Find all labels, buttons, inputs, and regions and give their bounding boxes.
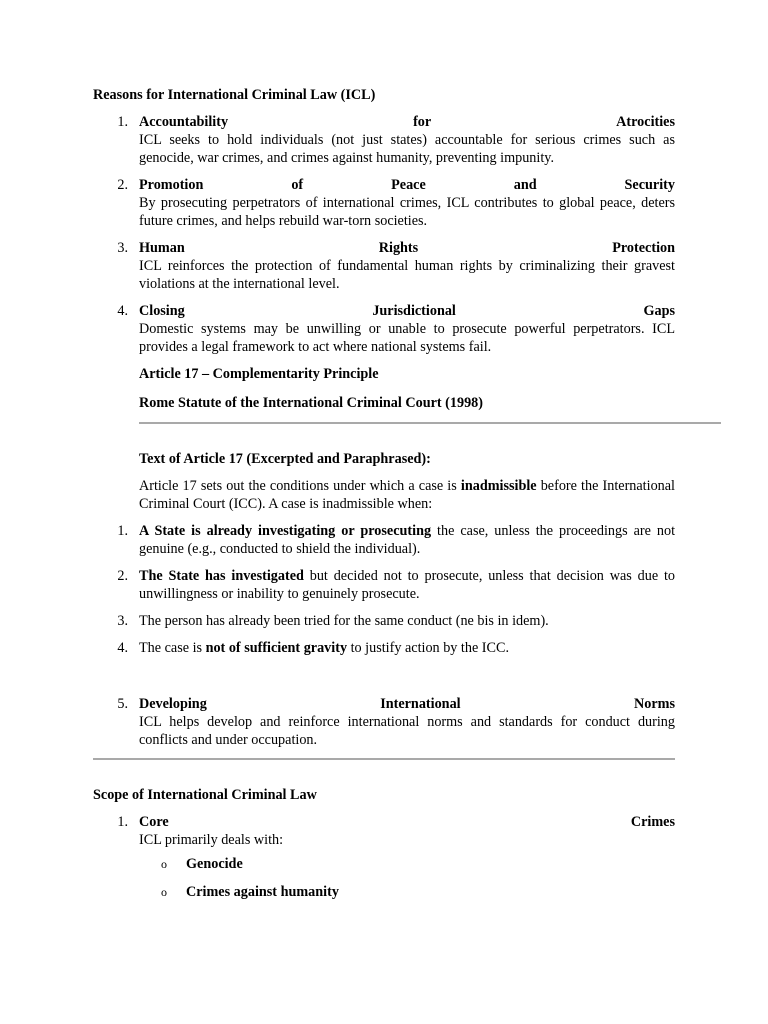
bullet-icon: o [161, 885, 167, 899]
document-page [93, 86, 675, 911]
list-item: 1. A State is already investigating or prosecuting the case, unless the proceedings are not genuine (e.g., conducted to shield the individual). [117, 523, 676, 557]
item-title: Core Crimes [139, 814, 675, 830]
list-item: 3. The person has already been tried for the same conduct (ne bis in idem). [117, 613, 549, 629]
reasons-list-continued [93, 695, 675, 749]
list-item: o Genocide [161, 856, 243, 872]
list-item [93, 113, 675, 167]
list-item: 4. The case is not of sufficient gravity to justify action by the ICC. [117, 640, 510, 656]
scope-heading: Scope of International Criminal Law [93, 787, 317, 803]
item-number: 2. [117, 177, 128, 193]
item-title: Human Rights Protection [139, 240, 675, 256]
inadmissibility-conditions-list [93, 522, 675, 657]
core-crimes-list [139, 855, 675, 901]
item-body: ICL helps develop and reinforce international norms and standards for conduct during conflicts and under occupation. [139, 714, 675, 748]
item-number: 4. [117, 303, 128, 319]
bullet-icon: o [161, 857, 167, 871]
item-title: Closing Jurisdictional Gaps [139, 303, 675, 319]
item-number: 1. [117, 114, 128, 130]
scope-list [93, 813, 675, 901]
item-title: Promotion of Peace and Security [139, 177, 675, 193]
item-number: 3. [117, 240, 128, 256]
item-body: Domestic systems may be unwilling or unable to prosecute powerful perpetrators. ICL provides a legal framework to act where national systems fail. [139, 321, 675, 355]
list-item [93, 176, 675, 230]
article-title: Article 17 – Complementarity Principle [139, 366, 379, 382]
list-item: o Crimes against humanity [161, 884, 339, 900]
list-item [93, 302, 675, 356]
item-title: Accountability for Atrocities [139, 114, 675, 130]
item-body: ICL primarily deals with: [139, 832, 284, 848]
list-item: 5. Developing International Norms ICL helps develop and reinforce international norms and standards for conduct during conflicts and under occupation. [117, 696, 675, 748]
list-item: 1. Core Crimes ICL primarily deals with: o Genocide o Crimes against humanity [117, 814, 675, 900]
divider [139, 422, 721, 424]
list-item: 2. The State has investigated but decided not to prosecute, unless that decision was due to unwillingness or inability to genuinely prosecute. [117, 568, 675, 602]
item-body: By prosecuting perpetrators of international crimes, ICL contributes to global peace, deters future crimes, and helps rebuild war-torn societies. [139, 195, 675, 229]
divider [93, 758, 675, 760]
statute-title: Rome Statute of the International Criminal Court (1998) [139, 395, 484, 411]
reasons-list [93, 113, 675, 356]
article-text-heading: Text of Article 17 (Excerpted and Paraphrased): [139, 451, 431, 467]
item-body: ICL seeks to hold individuals (not just states) accountable for serious crimes such as genocide, war crimes, and crimes against humanity, preventing impunity. [139, 132, 675, 166]
list-item [93, 239, 675, 293]
item-title: Developing International Norms [139, 696, 675, 712]
reasons-heading: Reasons for International Criminal Law (ICL) [93, 87, 376, 103]
article-intro: Article 17 sets out the conditions under which a case is inadmissible before the International Criminal Court (ICC). A case is inadmissible when: [139, 478, 675, 512]
item-body: ICL reinforces the protection of fundamental human rights by criminalizing their gravest violations at the international level. [139, 258, 675, 292]
